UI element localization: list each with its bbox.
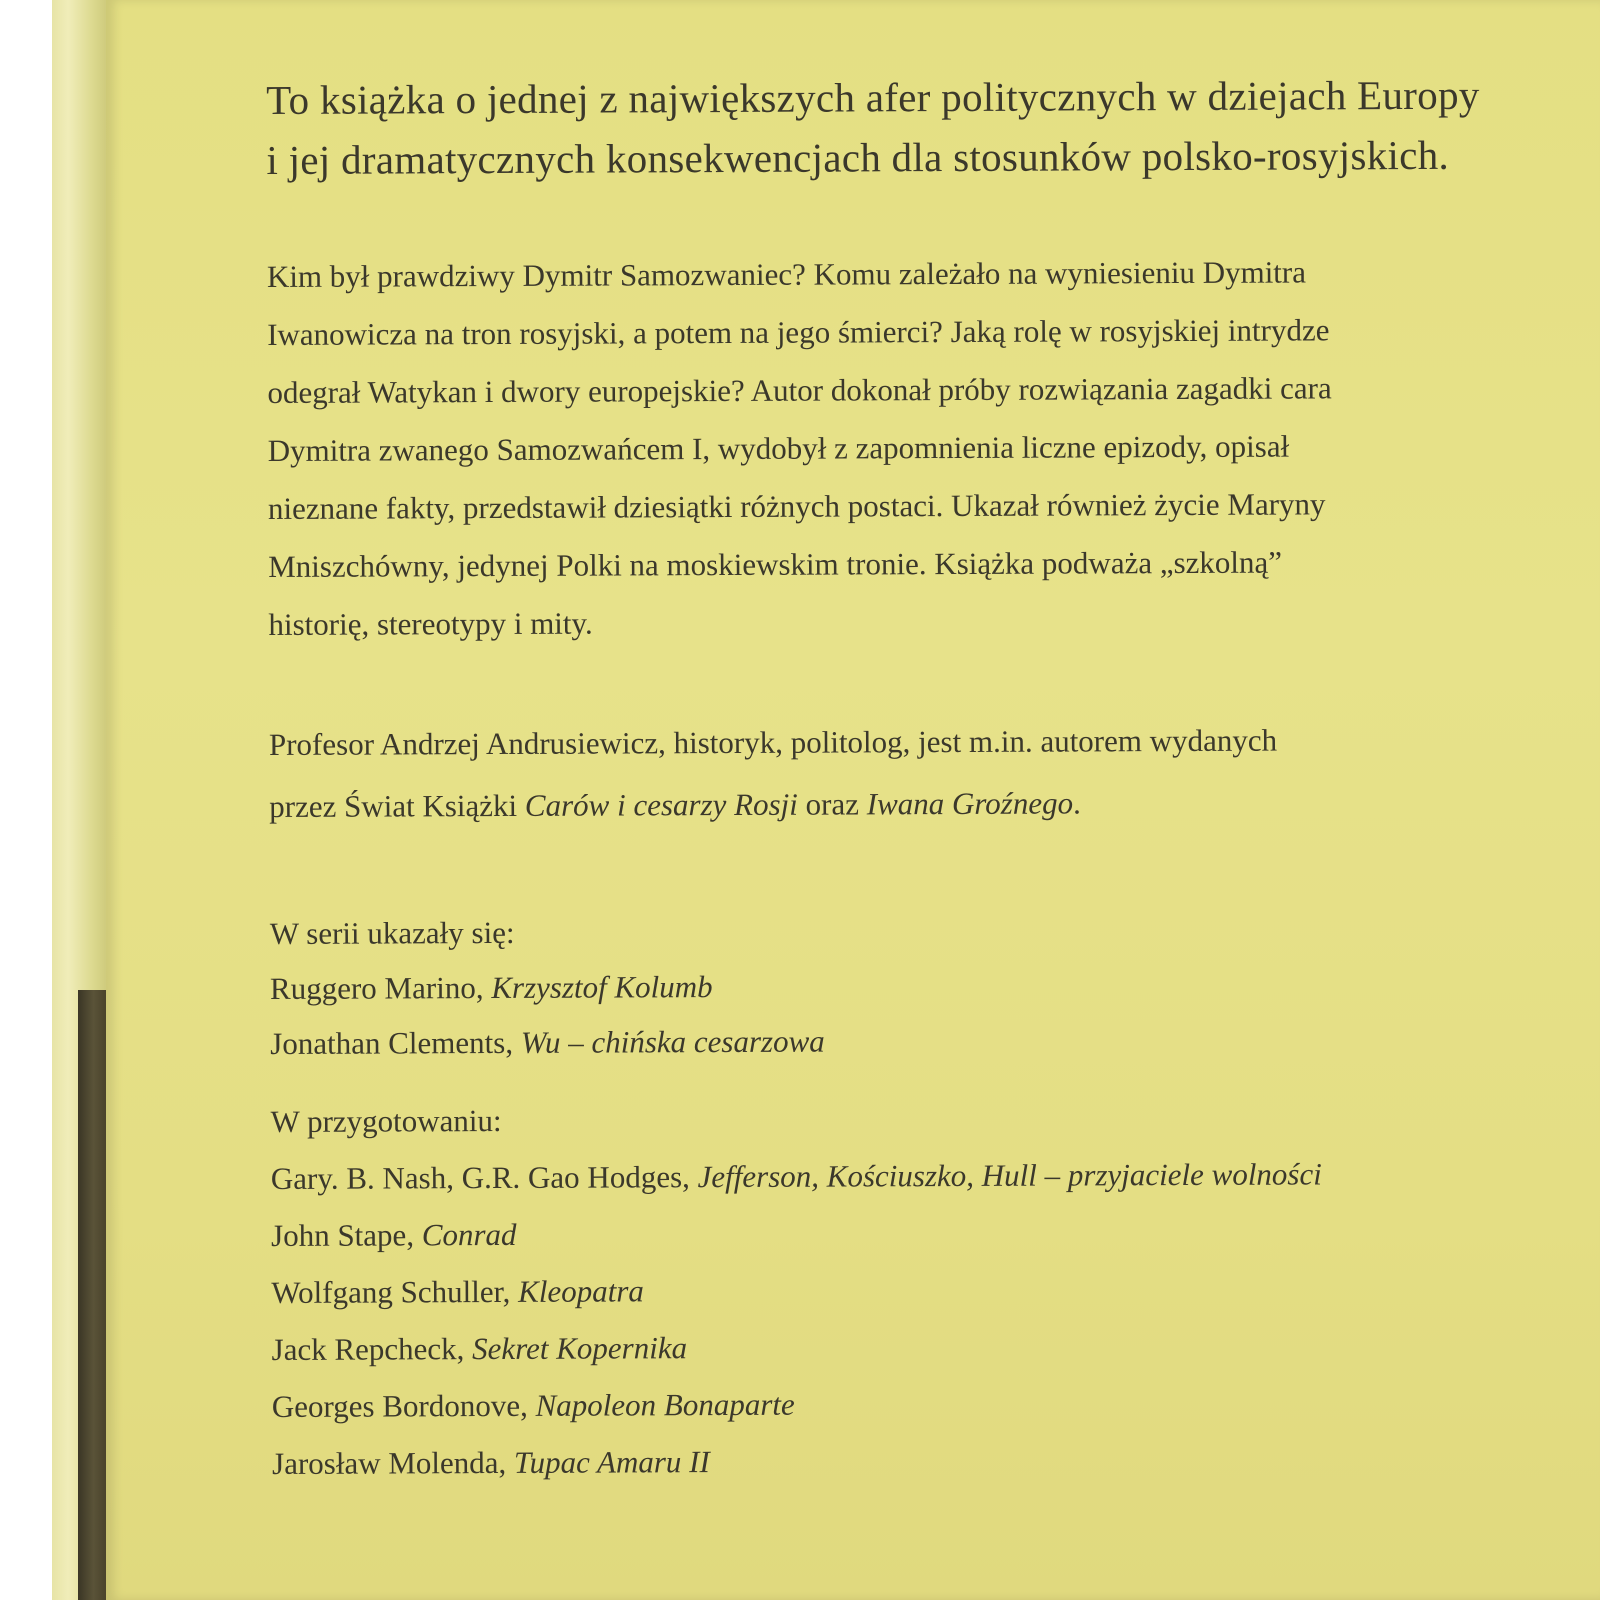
preparation-author: Jarosław Molenda, [272, 1444, 515, 1481]
series-title: Krzysztof Kolumb [491, 969, 713, 1006]
preparation-title: Napoleon Bonaparte [535, 1386, 795, 1423]
series-title: Wu – chińska cesarzowa [520, 1023, 825, 1060]
bio-text: oraz [797, 786, 867, 822]
bio-book-title: Carów i cesarzy Rosji [524, 786, 798, 823]
preparation-author: Jack Repcheck, [271, 1331, 473, 1367]
bio-text: . [1073, 785, 1081, 821]
bio-book-title: Iwana Groźnego [866, 785, 1074, 822]
preparation-item [272, 1429, 1572, 1492]
preparation-item [271, 1258, 1571, 1321]
blurb [267, 242, 1569, 654]
headline-line: To książka o jednej z największych afer politycznych w dziejach Europy [266, 71, 1480, 123]
preparation-author: Gary. B. Nash, G.R. Gao Hodges, [270, 1159, 698, 1196]
preparation-item [271, 1144, 1571, 1207]
blurb-line: Mniszchówny, jedynej Polki na moskiewskim tronie. Książka podważa „szkolną” [268, 544, 1283, 584]
preparation-author: Georges Bordonove, [271, 1387, 536, 1424]
series-item [270, 955, 1570, 1016]
spine-dark-band [78, 990, 106, 1600]
blurb-line: odegrał Watykan i dwory europejskie? Autor dokonał próby rozwiązania zagadki cara [267, 370, 1332, 410]
headline [266, 64, 1567, 190]
series-item [270, 1010, 1570, 1071]
bio-text: przez Świat Książki [269, 787, 525, 824]
series-in-preparation [270, 1087, 1572, 1492]
blurb-line: nieznane fakty, przedstawił dziesiątki różnych postaci. Ukazał również życie Maryny [267, 486, 1326, 526]
blurb-line: Iwanowicza na tron rosyjski, a potem na jego śmierci? Jaką rolę w rosyjskiej intrydze [267, 312, 1330, 352]
blurb-line: Dymitra zwanego Samozwańcem I, wydobył z zapomnienia liczne epizody, opisał [267, 428, 1290, 468]
preparation-item [271, 1315, 1571, 1378]
preparation-author: Wolfgang Schuller, [271, 1273, 519, 1310]
bio-line-1: Profesor Andrzej Andrusiewicz, historyk, politolog, jest m.in. autorem wydanych [268, 722, 1278, 762]
preparation-item [271, 1201, 1571, 1264]
series-author: Jonathan Clements, [270, 1024, 521, 1061]
headline-line: i jej dramatycznych konsekwencjach dla stosunków polsko-rosyjskich. [266, 131, 1450, 183]
preparation-title: Kleopatra [518, 1273, 644, 1309]
author-bio [269, 708, 1570, 838]
cover-text [266, 64, 1572, 1492]
series-author: Ruggero Marino, [269, 970, 492, 1006]
blurb-line: historię, stereotypy i mity. [268, 605, 593, 642]
preparation-title: Sekret Kopernika [472, 1330, 688, 1367]
preparation-title: Jefferson, Kościuszko, Hull – przyjaciele wolności [697, 1156, 1322, 1195]
preparation-heading: W przygotowaniu: [270, 1102, 502, 1139]
blurb-line: Kim był prawdziwy Dymitr Samozwaniec? Komu zależało na wyniesieniu Dymitra [266, 254, 1307, 294]
preparation-author: John Stape, [271, 1217, 422, 1253]
bio-line-2 [269, 770, 1569, 838]
back-cover [106, 0, 1600, 1600]
series-published [270, 900, 1571, 1071]
preparation-title: Conrad [421, 1216, 517, 1253]
preparation-item [272, 1372, 1572, 1435]
preparation-title: Tupac Amaru II [513, 1444, 710, 1480]
series-heading: W serii ukazały się: [269, 914, 515, 951]
